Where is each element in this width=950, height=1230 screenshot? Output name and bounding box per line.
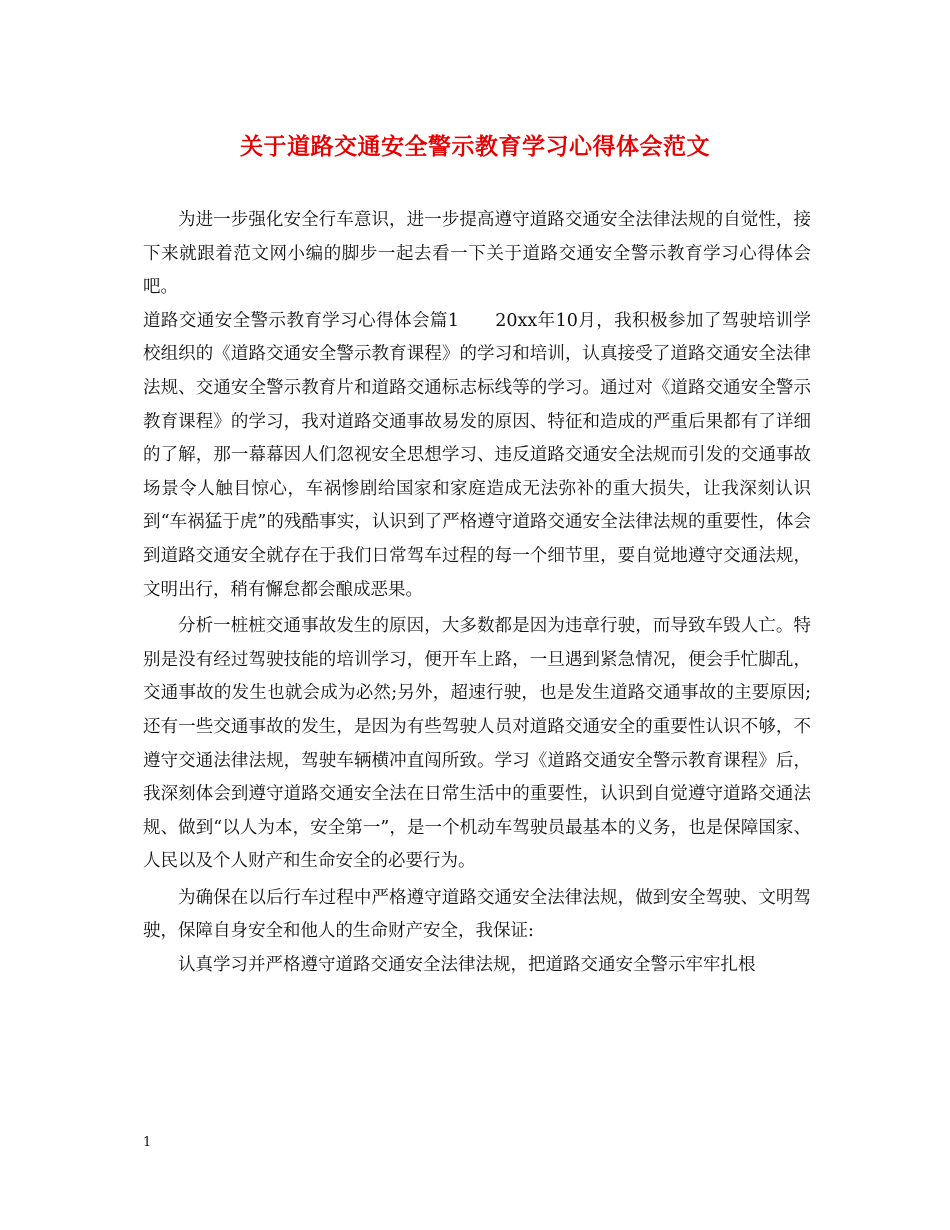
document-body <box>143 204 811 983</box>
document-title: 关于道路交通安全警示教育学习心得体会范文 <box>240 133 710 160</box>
page-number: 1 <box>143 1135 152 1150</box>
paragraph-intro: 为进一步强化安全行车意识，进一步提高遵守道路交通安全法律法规的自觉性，接下来就跟着范文网小编的脚步一起去看一下关于道路交通安全警示教育学习心得体会吧。 <box>143 210 811 298</box>
paragraph-pledge-item: 认真学习并严格遵守道路交通安全法律法规，把道路交通安全警示牢牢扎根 <box>178 955 756 976</box>
paragraph-section-1: 道路交通安全警示教育学习心得体会篇1 20xx年10月，我积极参加了驾驶培训学校组织的《道路交通安全警示教育课程》的学习和培训，认真接受了道路交通安全法律法规、交通安全警示教育片和道路交通标志标线等的学习。通过对《道路交通安全警示教育课程》的学习，我对道路交通事故易发的原因、特征和造成的严重后果都有了详细的了解，那一幕幕因人们忽视安全思想学习、违反道路交通安全法规而引发的交通事故场景令人触目惊心，车祸惨剧给国家和家庭造成无法弥补的重大损失，让我深刻认识到“车祸猛于虎”的残酷事实，认识到了严格遵守道路交通安全法律法规的重要性，体会到道路交通安全就存在于我们日常驾车过程的每一个细节里，要自觉地遵守交通法规，文明出行，稍有懈怠都会酿成恶果。 <box>143 310 811 600</box>
paragraph-analysis: 分析一桩桩交通事故发生的原因，大多数都是因为违章行驶，而导致车毁人亡。特别是没有经过驾驶技能的培训学习，便开车上路，一旦遇到紧急情况，便会手忙脚乱，交通事故的发生也就会成为必然;另外，超速行驶，也是发生道路交通事故的主要原因;还有一些交通事故的发生，是因为有些驾驶人员对道路交通安全的重要性认识不够，不遵守交通法律法规，驾驶车辆横冲直闯所致。学习《道路交通安全警示教育课程》后，我深刻体会到遵守道路交通安全法在日常生活中的重要性，认识到自觉遵守道路交通法规、做到“以人为本，安全第一”，是一个机动车驾驶员最基本的义务，也是保障国家、人民以及个人财产和生命安全的必要行为。 <box>143 616 811 872</box>
paragraph-pledge-intro: 为确保在以后行车过程中严格遵守道路交通安全法律法规，做到安全驾驶、文明驾驶，保障自身安全和他人的生命财产安全，我保证: <box>143 887 811 942</box>
